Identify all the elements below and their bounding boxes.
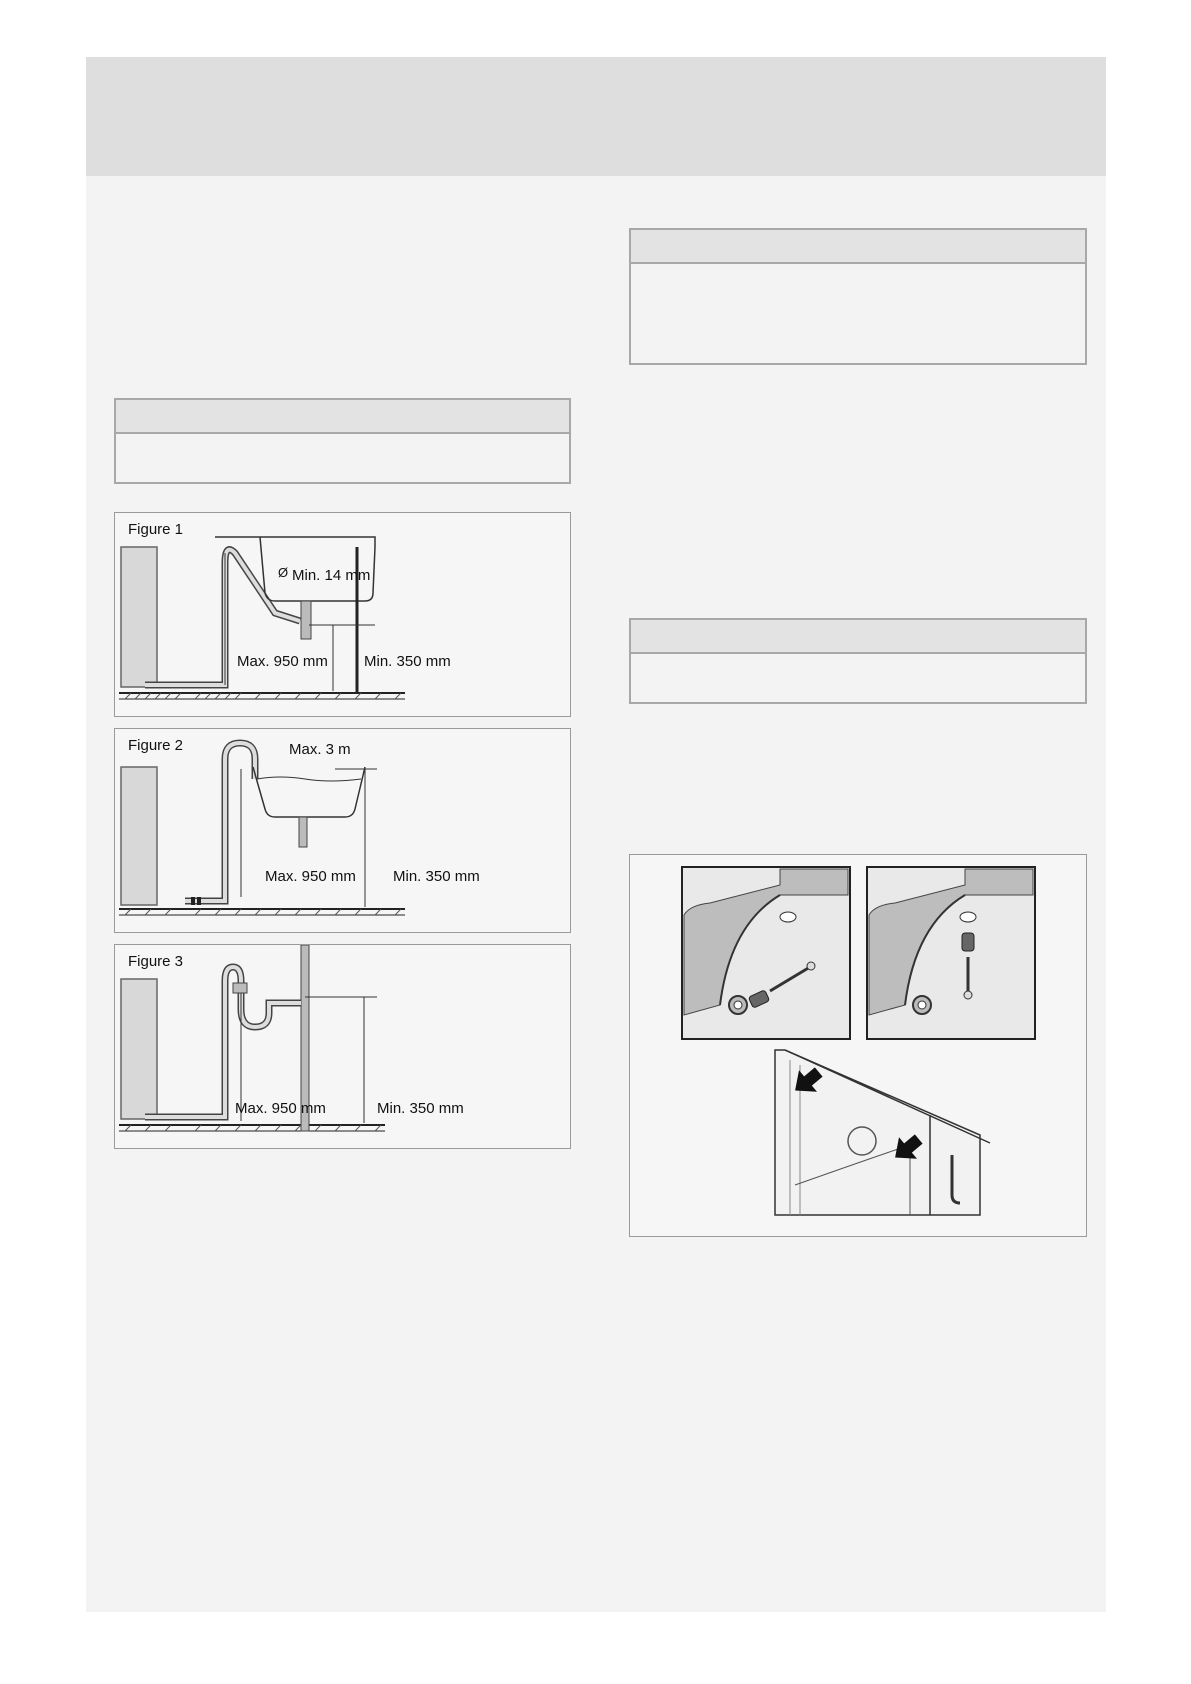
max-height-label: Max. 950 mm xyxy=(237,653,328,670)
figure-1 xyxy=(114,512,571,717)
note-box-header xyxy=(116,400,569,434)
note-box-header xyxy=(631,620,1085,654)
figure-3-drawing xyxy=(115,945,572,1150)
max-length-label: Max. 3 m xyxy=(289,741,351,758)
hose-diameter-label: Min. 14 mm xyxy=(292,567,371,584)
note-box-right-top xyxy=(629,228,1087,365)
mounting-drawing xyxy=(630,855,1088,1238)
figure-2 xyxy=(114,728,571,933)
note-box-left xyxy=(114,398,571,484)
min-height-label: Min. 350 mm xyxy=(393,868,480,885)
mounting-illustration xyxy=(629,854,1087,1237)
figure-title: Figure 3 xyxy=(128,953,184,970)
figure-2-drawing xyxy=(115,729,572,934)
min-height-label: Min. 350 mm xyxy=(377,1100,464,1117)
max-height-label: Max. 950 mm xyxy=(265,868,356,885)
diameter-symbol: Ø xyxy=(278,565,289,580)
figure-title: Figure 1 xyxy=(128,521,184,538)
note-box-header xyxy=(631,230,1085,264)
figure-3 xyxy=(114,944,571,1149)
note-box-right-middle xyxy=(629,618,1087,704)
max-height-label: Max. 950 mm xyxy=(235,1100,326,1117)
figure-title: Figure 2 xyxy=(128,737,184,754)
min-height-label: Min. 350 mm xyxy=(364,653,451,670)
figure-1-drawing xyxy=(115,513,572,718)
page-header-band xyxy=(86,57,1106,176)
